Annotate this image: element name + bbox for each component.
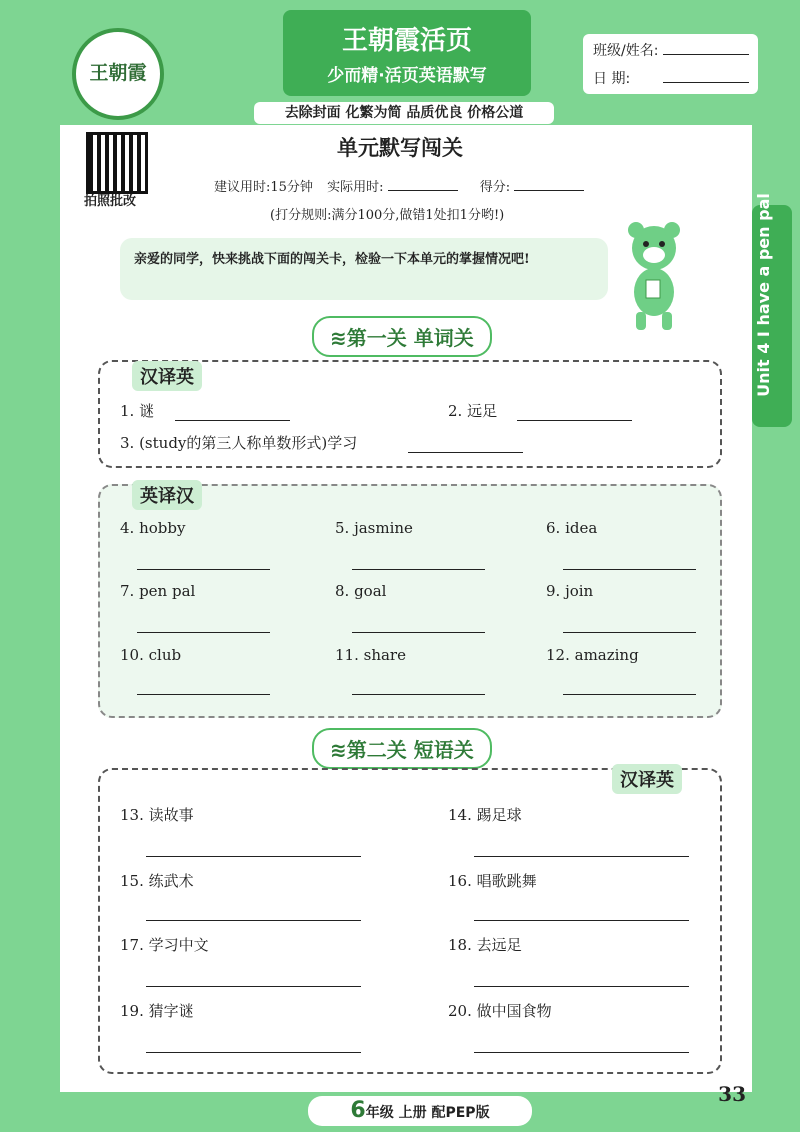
question-5: 5. jasmine: [335, 519, 413, 537]
question-11: 11. share: [335, 646, 406, 664]
answer-6-line[interactable]: [563, 569, 696, 570]
green-frame-left: [0, 0, 60, 1132]
answer-7-line[interactable]: [137, 632, 270, 633]
answer-9-line[interactable]: [563, 632, 696, 633]
stage1-title: ≋第一关 单词关: [312, 316, 492, 357]
class-name-label: 班级/姓名:: [593, 43, 659, 59]
date-field[interactable]: [663, 82, 749, 83]
answer-3-line[interactable]: [408, 452, 523, 453]
question-15: 15. 练武术: [120, 872, 194, 890]
answer-20-line[interactable]: [474, 1052, 689, 1053]
question-2: 2. 远足: [448, 402, 498, 420]
class-name-field[interactable]: [663, 54, 749, 55]
timing-row: [214, 176, 584, 195]
answer-1-line[interactable]: [175, 420, 290, 421]
answer-18-line[interactable]: [474, 986, 689, 987]
question-3: 3. (study的第三人称单数形式)学习: [120, 434, 358, 452]
question-10: 10. club: [120, 646, 182, 664]
question-19: 19. 猜字谜: [120, 1002, 194, 1020]
stage1-cn-en-label: 汉译英: [132, 361, 202, 391]
grade-number: 6: [350, 1098, 366, 1123]
question-6: 6. idea: [546, 519, 598, 537]
answer-5-line[interactable]: [352, 569, 485, 570]
answer-15-line[interactable]: [146, 920, 361, 921]
answer-8-line[interactable]: [352, 632, 485, 633]
bear-mascot-icon: [622, 222, 686, 332]
question-4: 4. hobby: [120, 519, 186, 537]
question-1: 1. 谜: [120, 402, 155, 420]
header-banner: [283, 10, 531, 96]
answer-10-line[interactable]: [137, 694, 270, 695]
question-7: 7. pen pal: [120, 582, 196, 600]
intro-speech-bubble: 亲爱的同学，快来挑战下面的闯关卡，检验一下本单元的掌握情况吧!: [120, 238, 608, 300]
actual-time-label: 实际用时:: [327, 180, 384, 195]
answer-12-line[interactable]: [563, 694, 696, 695]
question-14: 14. 踢足球: [448, 806, 522, 824]
answer-11-line[interactable]: [352, 694, 485, 695]
answer-13-line[interactable]: [146, 856, 361, 857]
student-info-box: [583, 34, 758, 94]
score-label: 得分:: [479, 180, 511, 195]
answer-16-line[interactable]: [474, 920, 689, 921]
unit-title: Unit 4 I have a pen pal: [754, 193, 773, 397]
qr-label: 拍照批改: [84, 194, 137, 209]
question-12: 12. amazing: [546, 646, 639, 664]
stage2-title: ≋第二关 短语关: [312, 728, 492, 769]
question-20: 20. 做中国食物: [448, 1002, 552, 1020]
question-13: 13. 读故事: [120, 806, 194, 824]
answer-17-line[interactable]: [146, 986, 361, 987]
suggested-time: 建议用时:15分钟: [214, 180, 313, 195]
page-number: 33: [718, 1082, 746, 1106]
score-field[interactable]: [514, 190, 584, 191]
brand-logo: [72, 28, 164, 120]
stage2-cn-en-label: 汉译英: [612, 764, 682, 794]
actual-time-field[interactable]: [388, 190, 458, 191]
green-frame-right: [752, 0, 800, 1132]
edition-text: 年级 上册 配PEP版: [365, 1105, 490, 1121]
footer-edition: [308, 1096, 532, 1126]
question-8: 8. goal: [335, 582, 387, 600]
unit-side-tab: [752, 193, 792, 427]
answer-2-line[interactable]: [517, 420, 632, 421]
question-9: 9. join: [546, 582, 594, 600]
answer-4-line[interactable]: [137, 569, 270, 570]
question-17: 17. 学习中文: [120, 936, 209, 954]
answer-19-line[interactable]: [146, 1052, 361, 1053]
date-label: 日 期:: [593, 71, 631, 87]
stage1-en-cn-label: 英译汉: [132, 480, 202, 510]
brand-slogans: 去除封面 化繁为简 品质优良 价格公道: [254, 102, 554, 124]
brand-subtitle: 少而精·活页英语默写: [327, 66, 487, 86]
brand-title: 王朝霞活页: [341, 26, 472, 56]
answer-14-line[interactable]: [474, 856, 689, 857]
page-title: 单元默写闯关: [337, 136, 463, 160]
scoring-rule: (打分规则:满分100分,做错1处扣1分哟!): [270, 208, 505, 223]
question-16: 16. 唱歌跳舞: [448, 872, 537, 890]
question-18: 18. 去远足: [448, 936, 522, 954]
logo-text: 王朝霞: [89, 62, 147, 84]
